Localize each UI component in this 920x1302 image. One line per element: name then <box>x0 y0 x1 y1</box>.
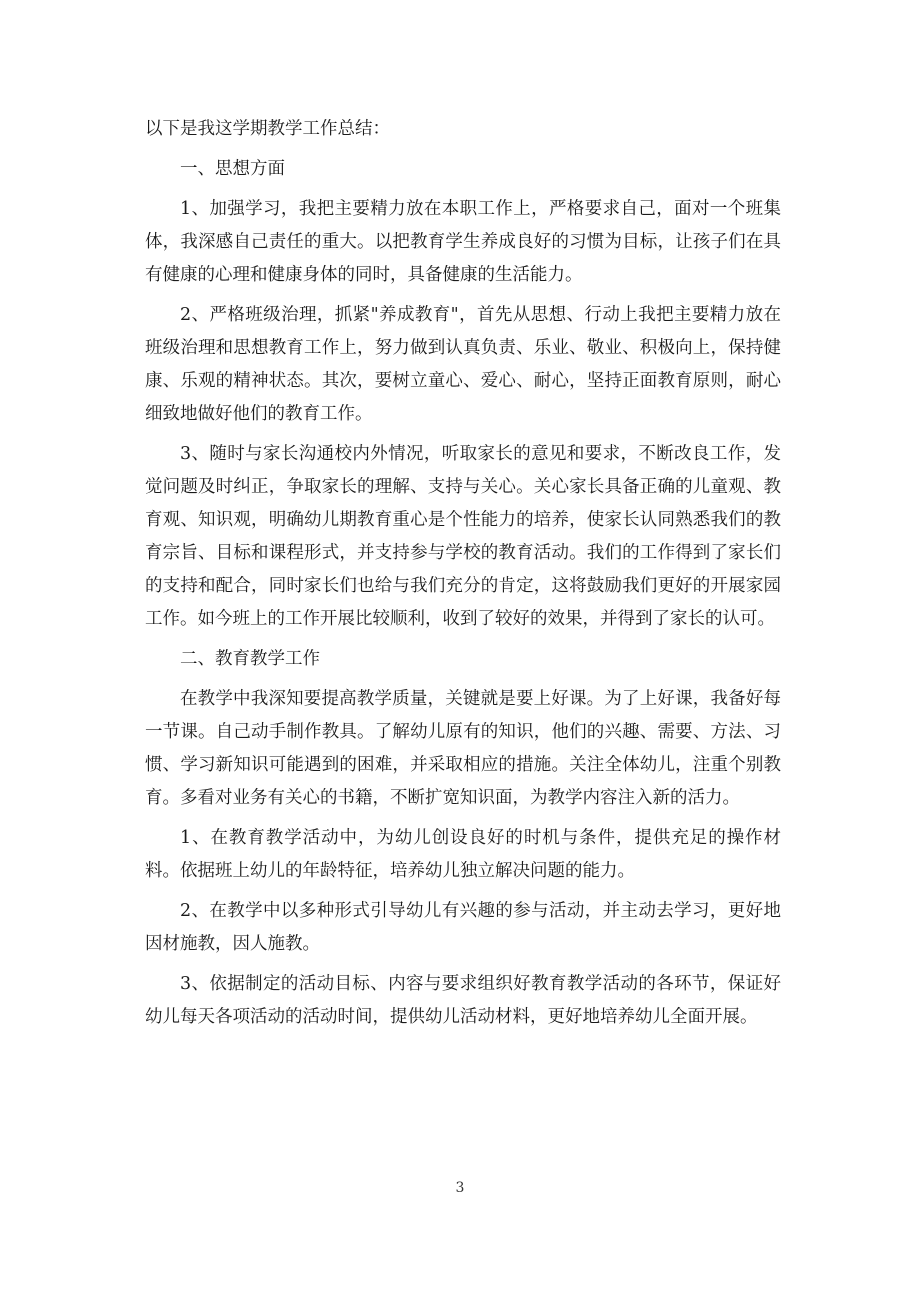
paragraph-2-1: 1、在教育教学活动中，为幼儿创设良好的时机与条件，提供充足的操作材料。依据班上幼儿的年龄特征，培养幼儿独立解决问题的能力。 <box>145 828 781 881</box>
paragraph-2-2: 2、在教学中以多种形式引导幼儿有兴趣的参与活动，并主动去学习，更好地因材施教，因人施教。 <box>145 901 781 954</box>
heading-section-2: 二、教育教学工作 <box>180 649 320 669</box>
document-body <box>145 113 781 1041</box>
paragraph-1-2: 2、严格班级治理，抓紧"养成教育"，首先从思想、行动上我把主要精力放在班级治理和思想教育工作上，努力做到认真负责、乐业、敬业、积极向上，保持健康、乐观的精神状态。其次，要树立童心、爱心、耐心，坚持正面教育原则，耐心细致地做好他们的教育工作。 <box>145 305 781 424</box>
heading-section-1: 一、思想方面 <box>180 159 285 179</box>
paragraph-1-1: 1、加强学习，我把主要精力放在本职工作上，严格要求自己，面对一个班集体，我深感自己责任的重大。以把教育学生养成良好的习惯为目标，让孩子们在具有健康的心理和健康身体的同时，具备健康的生活能力。 <box>145 199 781 285</box>
paragraph-2-3: 3、依据制定的活动目标、内容与要求组织好教育教学活动的各环节，保证好幼儿每天各项活动的活动时间，提供幼儿活动材料，更好地培养幼儿全面开展。 <box>145 974 781 1027</box>
paragraph-2-intro: 在教学中我深知要提高教学质量，关键就是要上好课。为了上好课，我备好每一节课。自己动手制作教具。了解幼儿原有的知识，他们的兴趣、需要、方法、习惯、学习新知识可能遇到的困难，并采取相应的措施。关注全体幼儿，注重个别教育。多看对业务有关心的书籍，不断扩宽知识面，为教学内容注入新的活力。 <box>145 689 781 808</box>
paragraph-intro: 以下是我这学期教学工作总结： <box>145 119 390 139</box>
paragraph-1-3: 3、随时与家长沟通校内外情况，听取家长的意见和要求，不断改良工作，发觉问题及时纠正，争取家长的理解、支持与关心。关心家长具备正确的儿童观、教育观、知识观，明确幼儿期教育重心是个性能力的培养，使家长认同熟悉我们的教育宗旨、目标和课程形式，并支持参与学校的教育活动。我们的工作得到了家长们的支持和配合，同时家长们也给与我们充分的肯定，这将鼓励我们更好的开展家园工作。如今班上的工作开展比较顺利，收到了较好的效果，并得到了家长的认可。 <box>145 444 781 629</box>
page-number: 3 <box>455 1180 465 1196</box>
